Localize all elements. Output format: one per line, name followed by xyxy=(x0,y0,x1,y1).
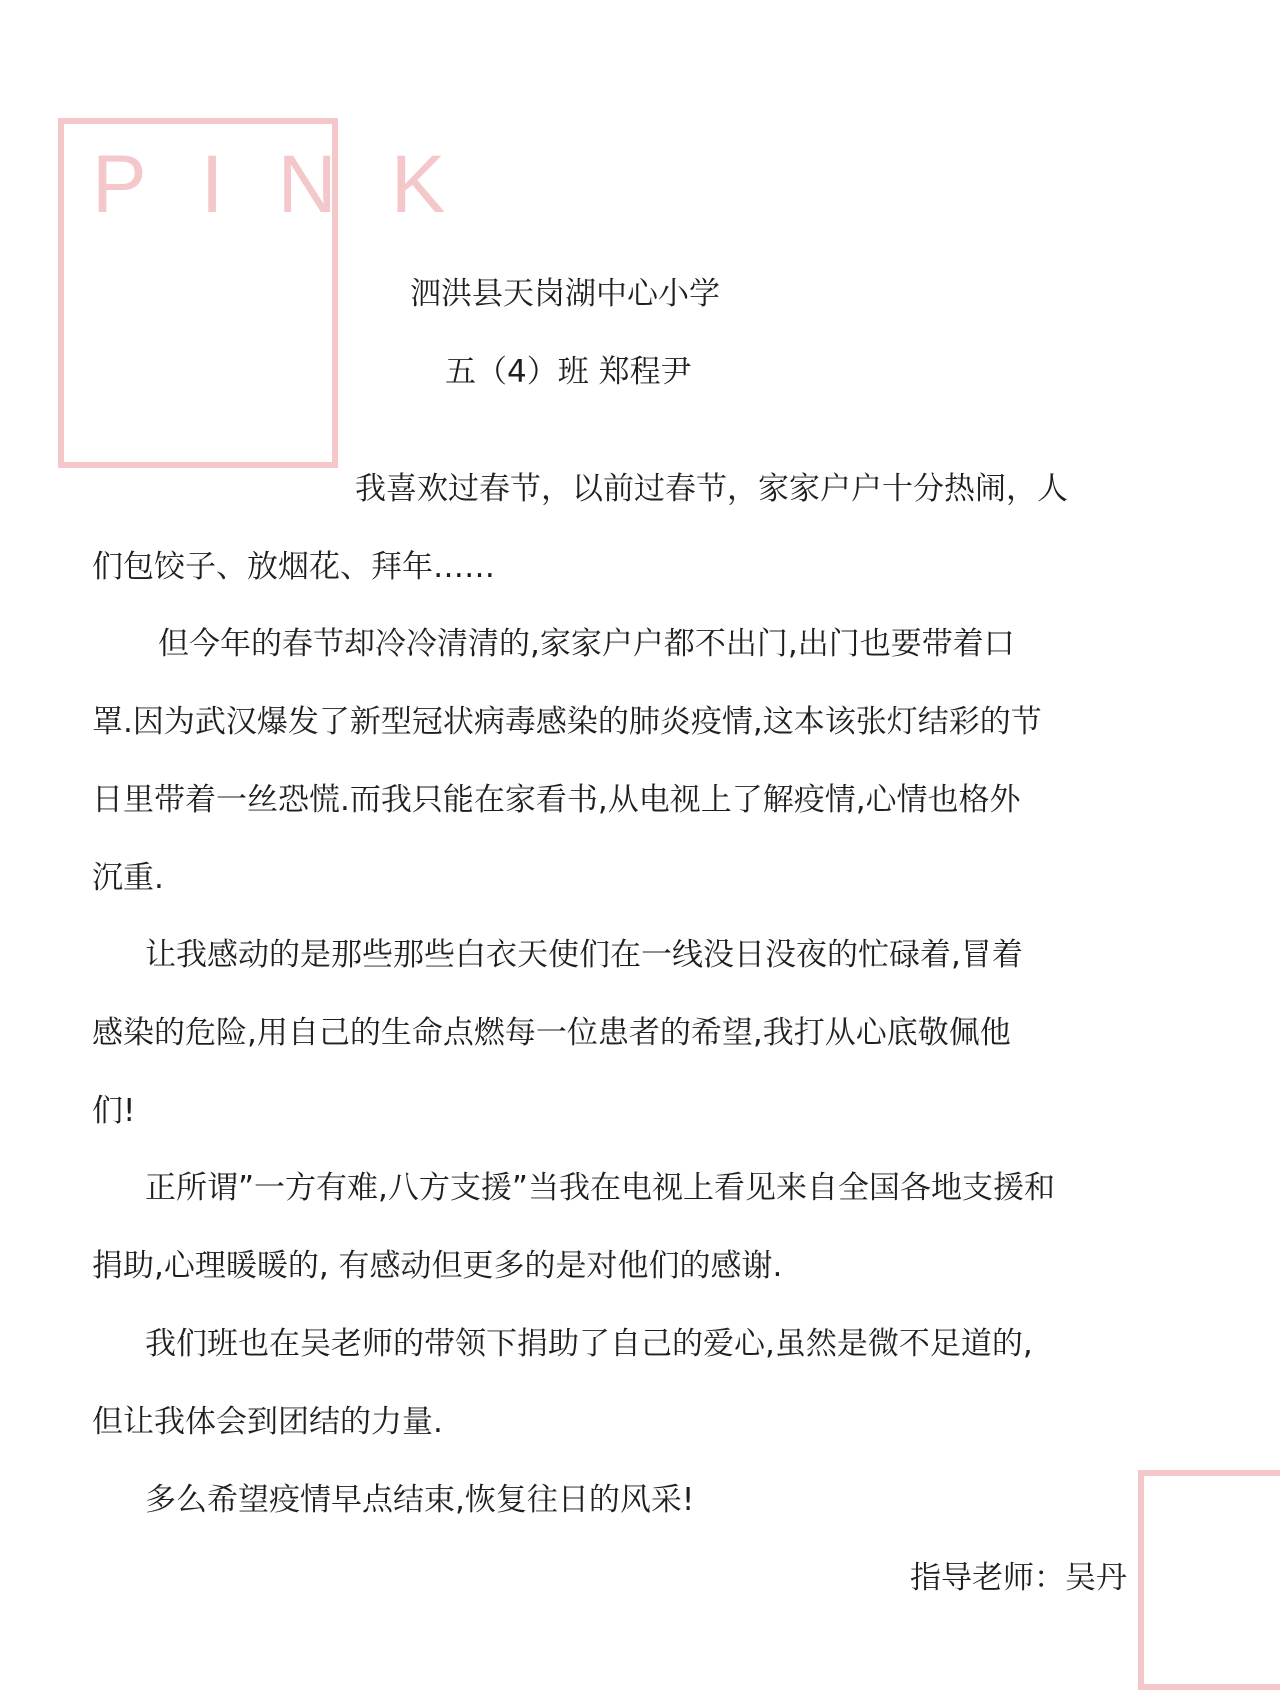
class-and-author: 五（4）班 郑程尹 xyxy=(445,354,692,390)
pink-logo-text: PINK xyxy=(92,139,500,230)
decorative-frame-bottom xyxy=(1138,1470,1280,1690)
essay-line-11: 捐助,心理暖暖的, 有感动但更多的是对他们的感谢. xyxy=(92,1248,783,1284)
essay-line-7: 让我感动的是那些那些白衣天使们在一线没日没夜的忙碌着,冒着 xyxy=(145,937,1023,973)
essay-line-6: 沉重. xyxy=(92,860,164,896)
essay-line-8: 感染的危险,用自己的生命点燃每一位患者的希望,我打从心底敬佩他 xyxy=(92,1015,1011,1051)
essay-line-5: 日里带着一丝恐慌.而我只能在家看书,从电视上了解疫情,心情也格外 xyxy=(92,782,1021,818)
essay-line-14: 多么希望疫情早点结束,恢复往日的风采! xyxy=(145,1482,695,1518)
essay-line-12: 我们班也在吴老师的带领下捐助了自己的爱心,虽然是微不足道的, xyxy=(145,1326,1033,1362)
essay-line-3: 但今年的春节却冷冷清清的,家家户户都不出门,出门也要带着口 xyxy=(158,626,1015,662)
school-name: 泗洪县天岗湖中心小学 xyxy=(410,276,720,312)
essay-line-4: 罩.因为武汉爆发了新型冠状病毒感染的肺炎疫情,这本该张灯结彩的节 xyxy=(92,704,1042,740)
essay-line-13: 但让我体会到团结的力量. xyxy=(92,1404,443,1440)
teacher-signature: 指导老师：吴丹 xyxy=(910,1560,1127,1596)
essay-line-9: 们! xyxy=(92,1093,136,1129)
essay-line-2: 们包饺子、放烟花、拜年…… xyxy=(92,549,495,585)
essay-line-10: 正所谓”一方有难,八方支援”当我在电视上看见来自全国各地支援和 xyxy=(145,1170,1055,1206)
essay-line-1: 我喜欢过春节，以前过春节，家家户户十分热闹，人 xyxy=(355,471,1068,507)
